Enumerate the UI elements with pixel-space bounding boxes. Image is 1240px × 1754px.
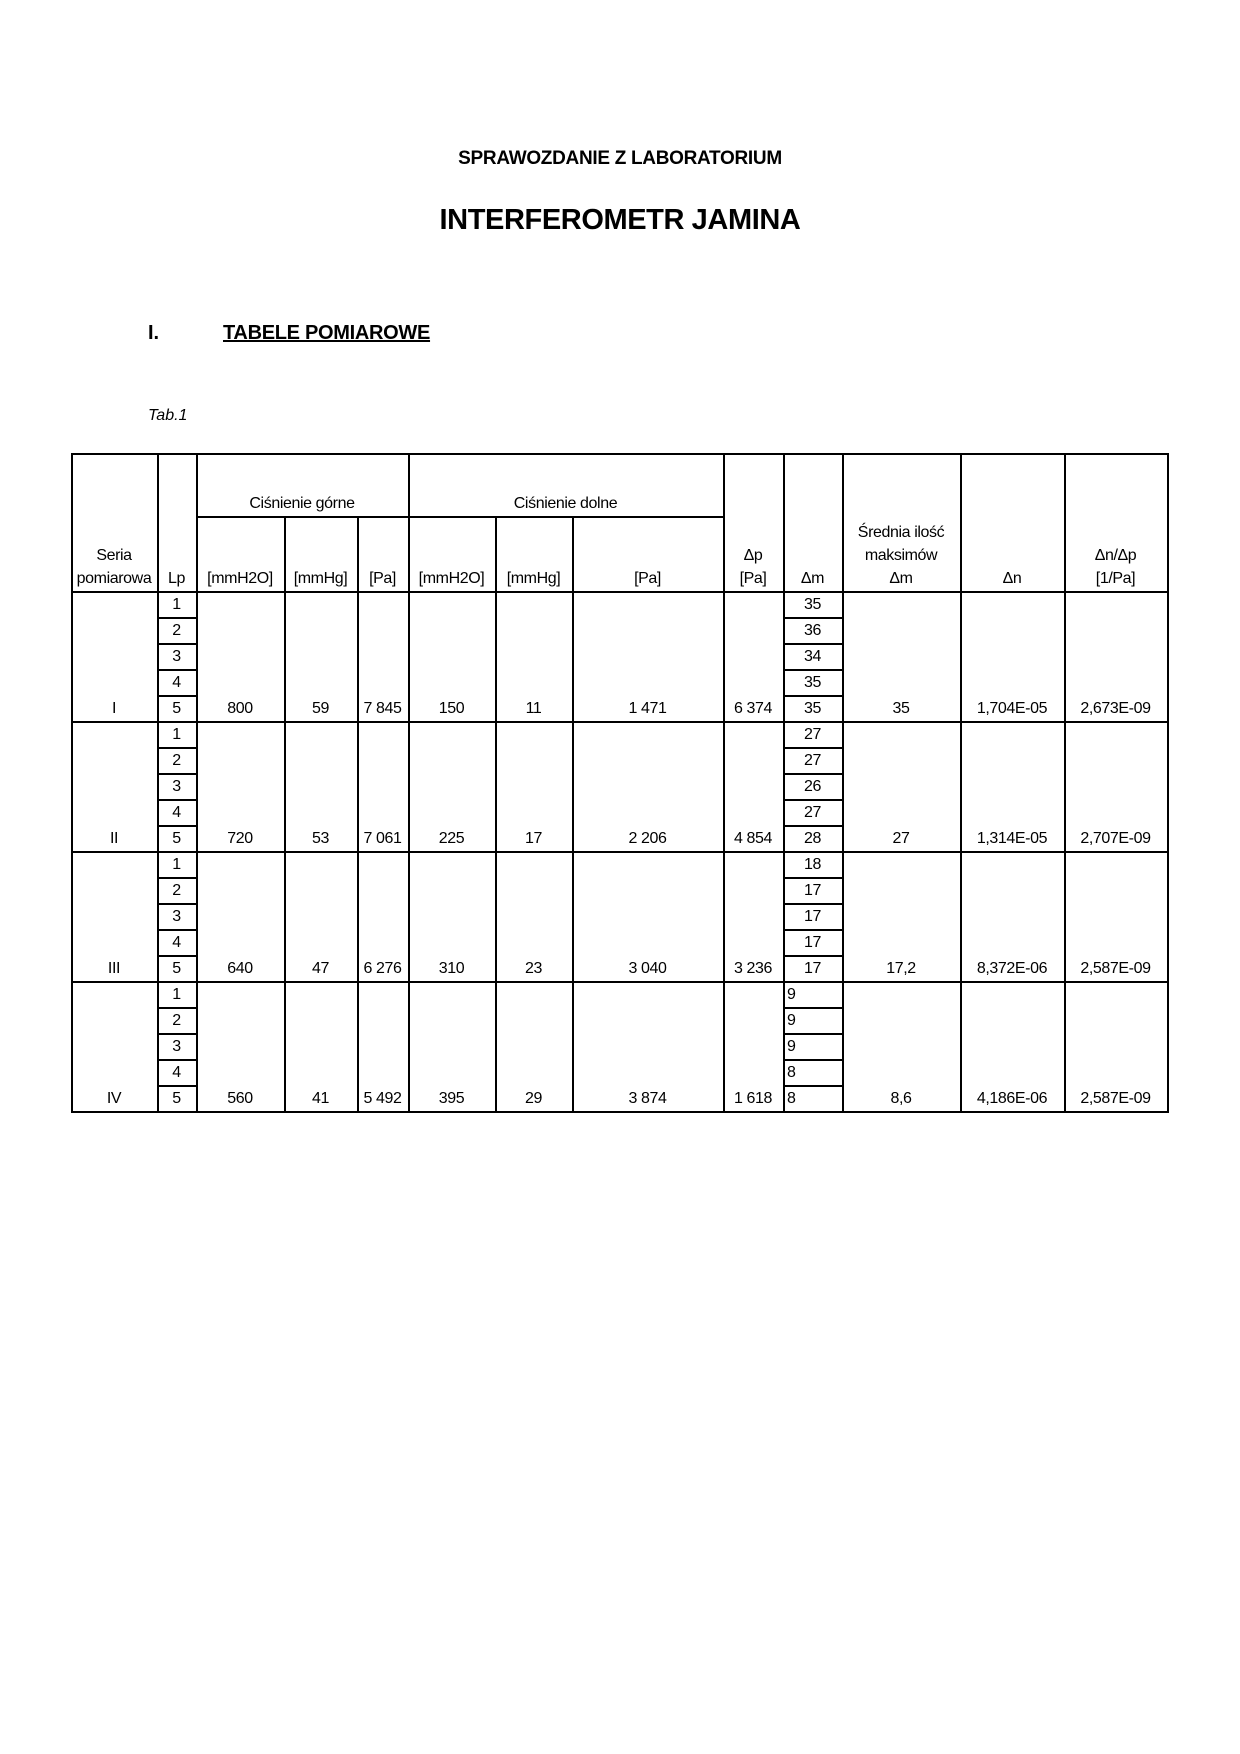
header-seria-line: Seria <box>96 547 132 564</box>
delta-m-cell: 17 <box>804 882 821 899</box>
delta-m-cell: 9 <box>787 1012 796 1029</box>
delta-n-cell: 8,372E-06 <box>976 960 1048 977</box>
delta-m-cell: 9 <box>787 1038 796 1055</box>
delta-n-cell: 1,704E-05 <box>976 700 1048 717</box>
header-srednia-line: Średnia ilość <box>857 524 945 541</box>
delta-m-cell: 17 <box>804 934 821 951</box>
dolne-pa-cell: 3 040 <box>628 960 667 977</box>
dolne-mmhg-cell: 23 <box>525 960 542 977</box>
header-dn-dp-line: [1/Pa] <box>1095 570 1136 587</box>
dolne-mmh2o-cell: 395 <box>438 1090 465 1107</box>
delta-m-cell: 35 <box>804 674 821 691</box>
table-border <box>71 851 1167 853</box>
seria-cell: I <box>111 700 117 717</box>
gorne-mmh2o-cell: 640 <box>227 960 253 977</box>
table-border <box>357 516 359 1111</box>
gorne-mmhg-cell: 59 <box>312 700 329 717</box>
srednia-cell: 27 <box>892 830 910 847</box>
gorne-mmh2o-cell: 800 <box>227 700 253 717</box>
delta-p-cell: 1 618 <box>733 1090 773 1107</box>
header-gorne-pa: [Pa] <box>369 570 396 587</box>
dolne-pa-cell: 1 471 <box>628 700 667 717</box>
lp-cell: 3 <box>172 648 181 665</box>
gorne-mmh2o-cell: 720 <box>227 830 253 847</box>
delta-m-cell: 18 <box>804 856 821 873</box>
lp-cell: 3 <box>172 1038 181 1055</box>
lp-cell: 4 <box>172 1064 181 1081</box>
delta-p-cell: 3 236 <box>733 960 773 977</box>
header-gorne-mmhg: [mmHg] <box>293 570 348 587</box>
header-delta-p-line: [Pa] <box>739 570 767 587</box>
lp-cell: 3 <box>172 908 181 925</box>
delta-n-cell: 4,186E-06 <box>976 1090 1048 1107</box>
header-gorne-mmh2o: [mmH2O] <box>207 570 273 587</box>
lp-cell: 5 <box>172 1090 181 1107</box>
dolne-mmhg-cell: 17 <box>525 830 542 847</box>
lp-cell: 2 <box>172 1012 181 1029</box>
dolne-mmhg-cell: 11 <box>525 700 542 717</box>
delta-n-cell: 1,314E-05 <box>976 830 1048 847</box>
lp-cell: 1 <box>172 856 181 873</box>
dn-dp-cell: 2,673E-09 <box>1080 700 1151 717</box>
srednia-cell: 35 <box>892 700 910 717</box>
table-border <box>71 721 1167 723</box>
delta-m-cell: 35 <box>804 700 821 717</box>
dolne-mmh2o-cell: 310 <box>438 960 465 977</box>
gorne-mmhg-cell: 53 <box>312 830 329 847</box>
delta-m-cell: 8 <box>787 1064 796 1081</box>
srednia-cell: 17,2 <box>886 960 916 977</box>
table-border <box>71 1111 1169 1113</box>
delta-m-cell: 8 <box>787 1090 796 1107</box>
dn-dp-cell: 2,707E-09 <box>1080 830 1151 847</box>
delta-p-cell: 4 854 <box>733 830 773 847</box>
table-label: Tab.1 <box>148 407 188 424</box>
lp-cell: 2 <box>172 882 181 899</box>
table-border <box>71 591 1167 593</box>
section-title: TABELE POMIAROWE <box>223 322 431 344</box>
gorne-pa-cell: 7 061 <box>363 830 402 847</box>
delta-m-cell: 35 <box>804 596 821 613</box>
table-border <box>572 516 574 1111</box>
header-cisnienie-gorne: Ciśnienie górne <box>249 495 355 512</box>
header-delta-m: Δm <box>800 570 825 587</box>
header-srednia <box>842 453 960 591</box>
delta-m-cell: 28 <box>804 830 821 847</box>
header-dn-dp <box>1064 453 1167 591</box>
delta-m-cell: 17 <box>804 960 821 977</box>
report-subtitle: SPRAWOZDANIE Z LABORATORIUM <box>458 148 782 169</box>
gorne-pa-cell: 6 276 <box>363 960 402 977</box>
table-border <box>1167 453 1169 1113</box>
header-lp: Lp <box>168 570 185 587</box>
lp-cell: 1 <box>172 726 181 743</box>
header-delta-p-line: Δp <box>743 547 763 564</box>
dolne-pa-cell: 2 206 <box>628 830 667 847</box>
dolne-mmh2o-cell: 225 <box>438 830 465 847</box>
header-srednia-line: Δm <box>889 570 913 587</box>
lp-cell: 3 <box>172 778 181 795</box>
delta-m-cell: 27 <box>804 752 821 769</box>
delta-m-cell: 9 <box>787 986 796 1003</box>
header-dolne-mmh2o: [mmH2O] <box>418 570 485 587</box>
seria-cell: II <box>109 830 119 847</box>
lp-cell: 2 <box>172 752 181 769</box>
lp-cell: 5 <box>172 960 181 977</box>
lp-cell: 2 <box>172 622 181 639</box>
dolne-mmh2o-cell: 150 <box>438 700 465 717</box>
delta-m-cell: 34 <box>804 648 821 665</box>
lp-cell: 4 <box>172 674 181 691</box>
report-title: INTERFEROMETR JAMINA <box>439 204 801 236</box>
gorne-pa-cell: 5 492 <box>363 1090 402 1107</box>
header-dn-dp-line: Δn/Δp <box>1094 547 1137 564</box>
header-cisnienie-dolne: Ciśnienie dolne <box>513 495 618 512</box>
seria-cell: III <box>107 960 121 977</box>
header-srednia-line: maksimów <box>864 547 938 564</box>
header-seria <box>71 453 157 591</box>
delta-p-cell: 6 374 <box>733 700 773 717</box>
header-dolne-mmhg: [mmHg] <box>506 570 561 587</box>
table-border <box>495 516 497 1111</box>
lp-cell: 1 <box>172 986 181 1003</box>
gorne-mmhg-cell: 47 <box>312 960 329 977</box>
lp-cell: 1 <box>172 596 181 613</box>
lp-cell: 4 <box>172 934 181 951</box>
dn-dp-cell: 2,587E-09 <box>1080 1090 1151 1107</box>
gorne-pa-cell: 7 845 <box>363 700 402 717</box>
dolne-mmhg-cell: 29 <box>525 1090 542 1107</box>
gorne-mmhg-cell: 41 <box>312 1090 329 1107</box>
delta-m-cell: 17 <box>804 908 821 925</box>
gorne-mmh2o-cell: 560 <box>227 1090 253 1107</box>
dn-dp-cell: 2,587E-09 <box>1080 960 1151 977</box>
lp-cell: 5 <box>172 830 181 847</box>
delta-m-cell: 26 <box>804 778 821 795</box>
delta-m-cell: 36 <box>804 622 821 639</box>
lp-cell: 5 <box>172 700 181 717</box>
srednia-cell: 8,6 <box>890 1090 912 1107</box>
lp-cell: 4 <box>172 804 181 821</box>
table-border <box>71 981 1167 983</box>
header-dolne-pa: [Pa] <box>634 570 661 587</box>
section-number: I. <box>148 322 160 344</box>
delta-m-cell: 27 <box>804 804 821 821</box>
header-seria-line: pomiarowa <box>76 570 152 587</box>
seria-cell: IV <box>106 1090 122 1107</box>
header-delta-p <box>723 453 783 591</box>
table-border <box>284 516 286 1111</box>
dolne-pa-cell: 3 874 <box>628 1090 667 1107</box>
delta-m-cell: 27 <box>804 726 821 743</box>
header-delta-n: Δn <box>1002 570 1022 587</box>
